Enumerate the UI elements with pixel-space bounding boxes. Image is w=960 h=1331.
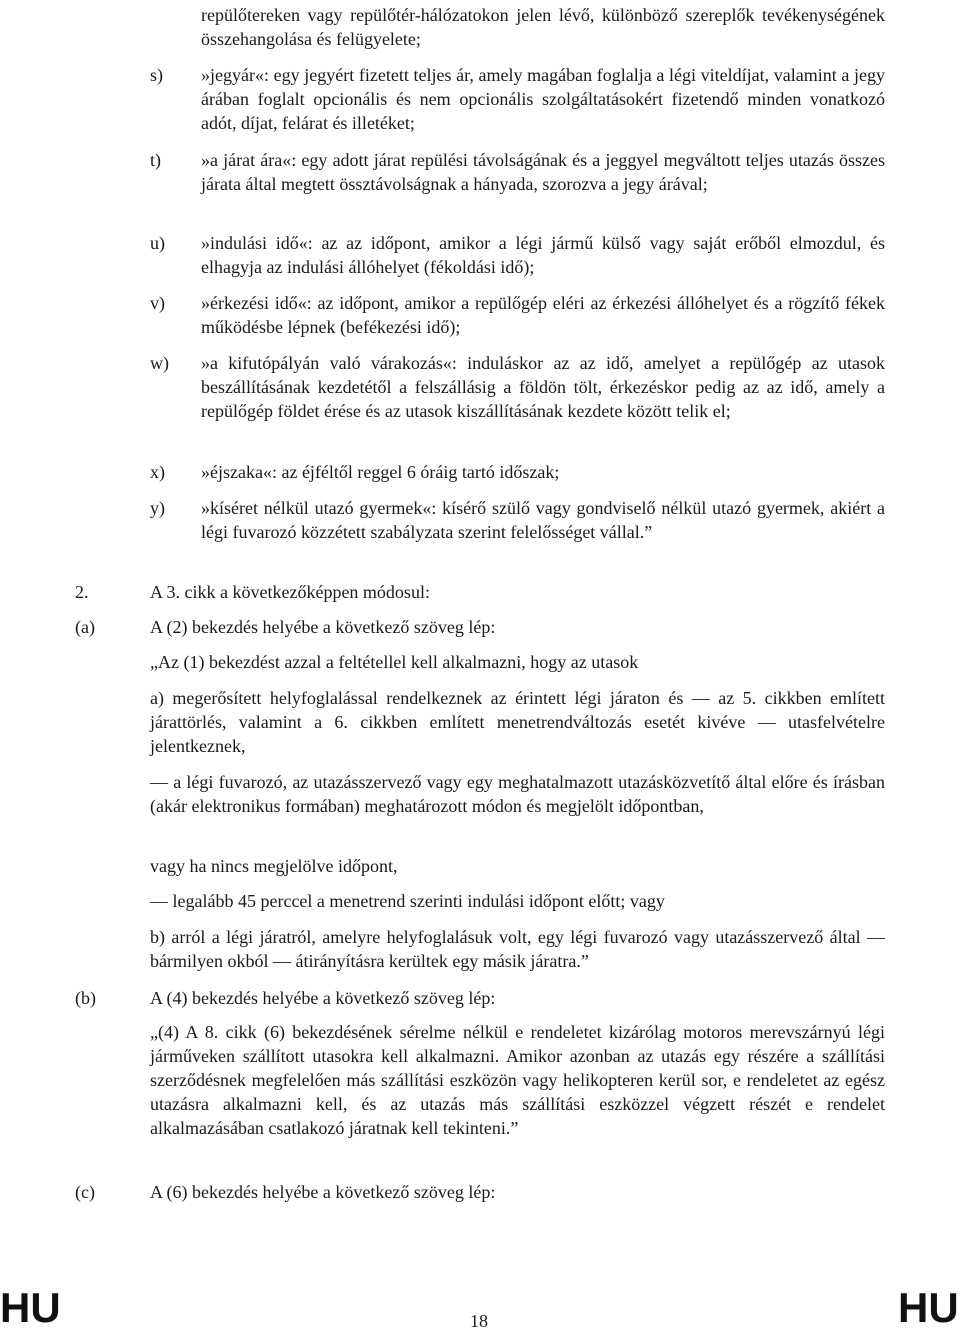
definition-u-text: »indulási idő«: az az időpont, amikor a légi jármű külső vagy saját erőből elmozdul, és elhagyja az indulási állóhelyet (fékoldási idő); [201,233,885,277]
amendment-c-heading: A (6) bekezdés helyébe a következő szöveg lép: [150,1182,496,1202]
page-number: 18 [470,1311,488,1331]
amendment-a-para-a: a) megerősített helyfoglalással rendelkeznek az érintett légi járaton és — az 5. cikkben említett járattörlés, valamint a 6. cikkben említett menetrendváltozás esetét kivéve — utasfelvételre jelentkeznek, [150,688,885,756]
amendment-b-label: (b) [75,988,96,1008]
amendment-a-label: (a) [75,617,95,637]
definition-y-label: y) [150,498,165,518]
definition-s-text: »jegyár«: egy jegyért fizetett teljes ár, amely magában foglalja a légi viteldíjat, valamint a jegy árában foglalt opcionális és nem opcionális szolgáltatásokért fizetendő minden vonatkozó adót, díjat, felárat és illetéket; [201,65,885,133]
footer-language-right: HU [898,1284,959,1331]
amendment-a-heading: A (2) bekezdés helyébe a következő szöveg lép: [150,617,496,637]
definition-r-continuation: repülőtereken vagy repülőtér-hálózatokon jelen lévő, különböző szereplők tevékenységének összehangolása és felügyelete; [201,5,885,49]
definition-v-text: »érkezési idő«: az időpont, amikor a repülőgép eléri az érkezési állóhelyet és a rögzítő fékek működésbe lépnek (befékezési idő); [201,293,885,337]
footer-language-left: HU [0,1284,61,1331]
amendment-a-dash-2: — legalább 45 perccel a menetrend szerinti indulási időpont előtt; vagy [150,891,665,911]
point-2-number: 2. [75,582,89,602]
amendment-a-dash-1: — a légi fuvarozó, az utazásszervező vagy egy meghatalmazott utazásközvetítő által előre és írásban (akár elektronikus formában) meghatározott módon és megjelölt időpontban, [150,772,885,816]
definition-w-text: »a kifutópályán való várakozás«: induláskor az az idő, amelyet a repülőgép az utasok beszállításának kezdetétől a felszállásig a földön tölt, érkezéskor pedig az az idő, amely a repülőgép földet érése és az utasok kiszállításának kezdete között telik el; [201,353,885,421]
amendment-a-para-b: b) arról a légi járatról, amelyre helyfoglalásuk volt, egy légi fuvarozó vagy utazásszervező által — bármilyen okból — átirányításra kerültek egy másik járatra.” [150,927,885,971]
amendment-b-text: „(4) A 8. cikk (6) bekezdésének sérelme nélkül e rendeletet kizárólag motoros merevszárnyú légi járműveken szállított utasokra kell alkalmazni. Amikor azonban az utazás egy részére a szállítási szerződésnek megfelelően más szállítási eszközön vagy helikopteren kerül sor, e rendeletet az egész utazásra alkalmazni kell, és az utazás más szállítási eszközzel végzett részét e rendelet alkalmazásában csatlakozó járatnak kell tekinteni.” [150,1022,885,1138]
amendment-b-heading: A (4) bekezdés helyébe a következő szöveg lép: [150,988,496,1008]
definition-x-text: »éjszaka«: az éjféltől reggel 6 óráig tartó időszak; [201,462,560,482]
definition-x-label: x) [150,462,165,482]
definition-v-label: v) [150,293,165,313]
amendment-c-label: (c) [75,1182,95,1202]
definition-t-text: »a járat ára«: egy adott járat repülési távolságának és a jeggyel megváltott teljes utazás összes járata által megtett össztávolságnak a hányada, szorozva a jegy árával; [201,150,885,194]
definition-t-label: t) [150,150,161,170]
amendment-a-or-line: vagy ha nincs megjelölve időpont, [150,856,398,876]
definition-s-label: s) [150,65,163,85]
amendment-a-intro: „Az (1) bekezdést azzal a feltétellel kell alkalmazni, hogy az utasok [150,652,639,672]
definition-w-label: w) [150,353,169,373]
point-2-text: A 3. cikk a következőképpen módosul: [150,582,430,602]
definition-u-label: u) [150,233,165,253]
definition-y-text: »kíséret nélkül utazó gyermek«: kísérő szülő vagy gondviselő nélkül utazó gyermek, akiért a légi fuvarozó közzétett szabályzata szerint felelősséget vállal.” [201,498,885,542]
